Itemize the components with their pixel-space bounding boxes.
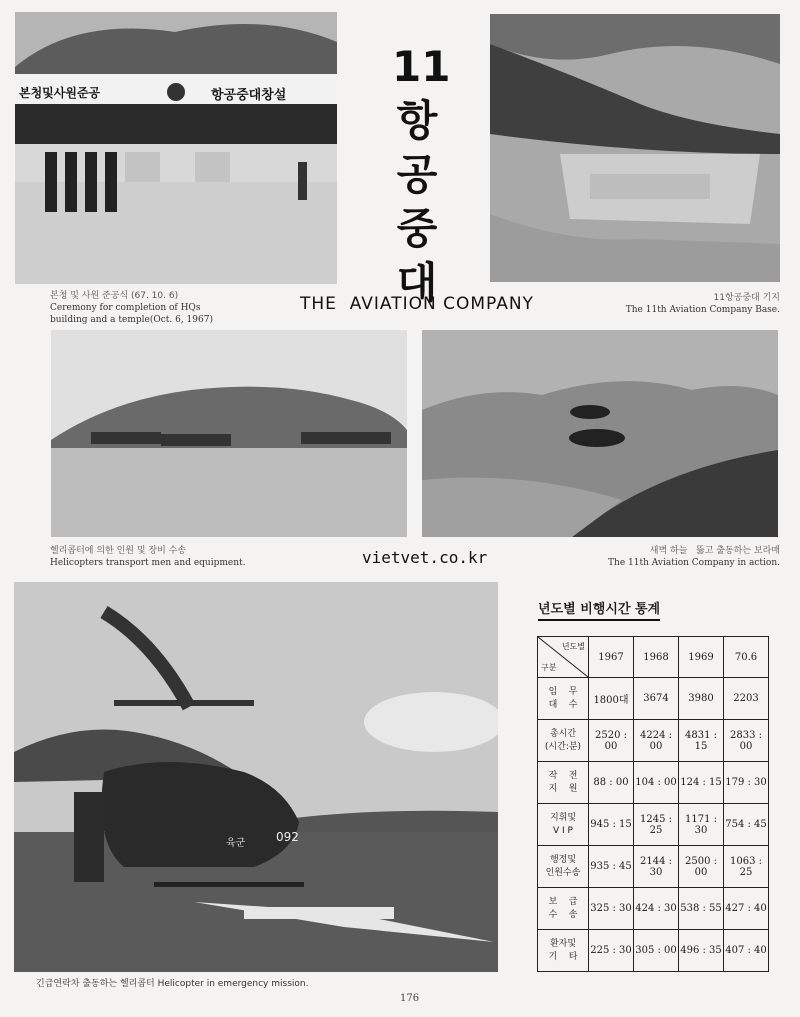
table-title: 년도별 비행시간 통계 bbox=[538, 598, 660, 621]
ceremony-caption-en2: building and a temple(Oct. 6, 1967) bbox=[50, 315, 213, 325]
table-cell: 1245 : 25 bbox=[634, 804, 679, 846]
table-cell: 325 : 30 bbox=[589, 888, 634, 930]
table-header-row bbox=[538, 637, 769, 678]
table-cell: 407 : 40 bbox=[724, 930, 769, 972]
banner-right: 항공중대창설 bbox=[211, 88, 287, 103]
page-number: 176 bbox=[400, 993, 420, 1004]
title-char: 중 bbox=[396, 204, 438, 253]
title-char: 11 bbox=[392, 42, 451, 91]
transport-photo bbox=[51, 330, 407, 537]
table-row bbox=[538, 846, 769, 888]
corner-top: 년도별 bbox=[561, 642, 585, 651]
table-cell: 88 : 00 bbox=[589, 762, 634, 804]
row-label-line1: 지휘및 bbox=[549, 812, 577, 823]
row-label-line1: 총시간 bbox=[549, 728, 577, 739]
ceremony-photo bbox=[15, 12, 337, 284]
table-corner-cell bbox=[538, 637, 589, 678]
base-aerial-photo bbox=[490, 14, 780, 282]
base-aerial-art bbox=[490, 14, 780, 282]
base-caption-ko: 11항공중대 기지 bbox=[713, 293, 780, 303]
table-row bbox=[538, 762, 769, 804]
base-caption bbox=[610, 292, 780, 316]
row-label-line1: 임 무 bbox=[548, 686, 578, 697]
table-cell: 2833 : 00 bbox=[724, 720, 769, 762]
year-header: 70.6 bbox=[724, 637, 769, 678]
table-cell: 935 : 45 bbox=[589, 846, 634, 888]
table-row bbox=[538, 930, 769, 972]
row-label bbox=[538, 678, 589, 720]
row-label bbox=[538, 930, 589, 972]
emergency-helicopter-photo bbox=[14, 582, 498, 972]
table-cell: 179 : 30 bbox=[724, 762, 769, 804]
base-caption-en: The 11th Aviation Company Base. bbox=[625, 305, 780, 315]
transport-caption-en: Helicopters transport men and equipment. bbox=[50, 558, 246, 568]
row-label-line1: 작 전 bbox=[548, 770, 578, 781]
title-char: 대 bbox=[396, 258, 438, 307]
title-char: 공 bbox=[396, 150, 438, 199]
row-label-line2: 대 수 bbox=[548, 699, 578, 710]
transport-caption bbox=[50, 545, 246, 569]
fuselage-number: 092 bbox=[276, 830, 299, 844]
row-label bbox=[538, 846, 589, 888]
ceremony-caption-ko: 본청 및 사원 준공식 (67. 10. 6) bbox=[50, 291, 179, 301]
row-label-line1: 보 급 bbox=[548, 896, 578, 907]
table-cell: 424 : 30 bbox=[634, 888, 679, 930]
table-cell: 2520 : 00 bbox=[589, 720, 634, 762]
ceremony-caption bbox=[50, 290, 213, 326]
table-row bbox=[538, 720, 769, 762]
action-caption-ko: 새벽 하늘 뚫고 출동하는 보라매 bbox=[649, 546, 780, 556]
ceremony-photo-art bbox=[15, 12, 337, 284]
table-cell: 305 : 00 bbox=[634, 930, 679, 972]
vertical-title bbox=[392, 40, 451, 310]
table-cell: 1171 : 30 bbox=[679, 804, 724, 846]
table-row bbox=[538, 888, 769, 930]
ceremony-caption-en1: Ceremony for completion of HQs bbox=[50, 303, 201, 313]
row-label-line2: (시간:분) bbox=[544, 741, 582, 752]
table-row bbox=[538, 804, 769, 846]
action-photo bbox=[422, 330, 778, 537]
website-watermark: vietvet.co.kr bbox=[362, 548, 488, 567]
table-cell: 1063 : 25 bbox=[724, 846, 769, 888]
row-label-line2: V I P bbox=[553, 825, 573, 836]
transport-photo-art bbox=[51, 330, 407, 537]
english-title: THE AVIATION COMPANY bbox=[300, 294, 534, 314]
table-cell: 754 : 45 bbox=[724, 804, 769, 846]
year-header: 1968 bbox=[634, 637, 679, 678]
table-cell: 538 : 55 bbox=[679, 888, 724, 930]
transport-caption-ko: 헬리콥터에 의한 인원 및 장비 수송 bbox=[50, 546, 187, 556]
row-label-line1: 환자및 bbox=[549, 938, 577, 949]
table-cell: 104 : 00 bbox=[634, 762, 679, 804]
row-label-line2: 수 송 bbox=[548, 909, 578, 920]
table-cell: 496 : 35 bbox=[679, 930, 724, 972]
table-cell: 2203 bbox=[724, 678, 769, 720]
row-label-line2: 지 원 bbox=[548, 783, 578, 794]
row-label bbox=[538, 762, 589, 804]
table-cell: 4224 : 00 bbox=[634, 720, 679, 762]
row-label bbox=[538, 804, 589, 846]
emergency-caption: 긴급연락차 출동하는 헬리콥터 Helicopter in emergency mission. bbox=[36, 979, 309, 989]
row-label bbox=[538, 888, 589, 930]
action-caption bbox=[580, 545, 780, 569]
row-label-line2: 인원수송 bbox=[545, 867, 581, 878]
year-header: 1969 bbox=[679, 637, 724, 678]
row-label-line2: 기 타 bbox=[548, 951, 578, 962]
table-cell: 4831 : 15 bbox=[679, 720, 724, 762]
helicopter-photo-art bbox=[14, 582, 498, 972]
table-cell: 945 : 15 bbox=[589, 804, 634, 846]
action-photo-art bbox=[422, 330, 778, 537]
corner-bottom: 구분 bbox=[541, 663, 557, 672]
table-cell: 2144 : 30 bbox=[634, 846, 679, 888]
table-row bbox=[538, 678, 769, 720]
flight-hours-table bbox=[537, 636, 769, 972]
action-caption-en: The 11th Aviation Company in action. bbox=[608, 558, 780, 568]
table-cell: 124 : 15 bbox=[679, 762, 724, 804]
table-cell: 2500 : 00 bbox=[679, 846, 724, 888]
banner-left: 본청및사원준공 bbox=[19, 86, 101, 100]
table-cell: 3980 bbox=[679, 678, 724, 720]
row-label-line1: 행정및 bbox=[549, 854, 577, 865]
table-cell: 427 : 40 bbox=[724, 888, 769, 930]
table-cell: 3674 bbox=[634, 678, 679, 720]
row-label bbox=[538, 720, 589, 762]
table-cell: 225 : 30 bbox=[589, 930, 634, 972]
title-char: 항 bbox=[396, 96, 438, 145]
fuselage-text: 육군 bbox=[226, 838, 246, 849]
table-cell: 1800대 bbox=[589, 678, 634, 720]
year-header: 1967 bbox=[589, 637, 634, 678]
